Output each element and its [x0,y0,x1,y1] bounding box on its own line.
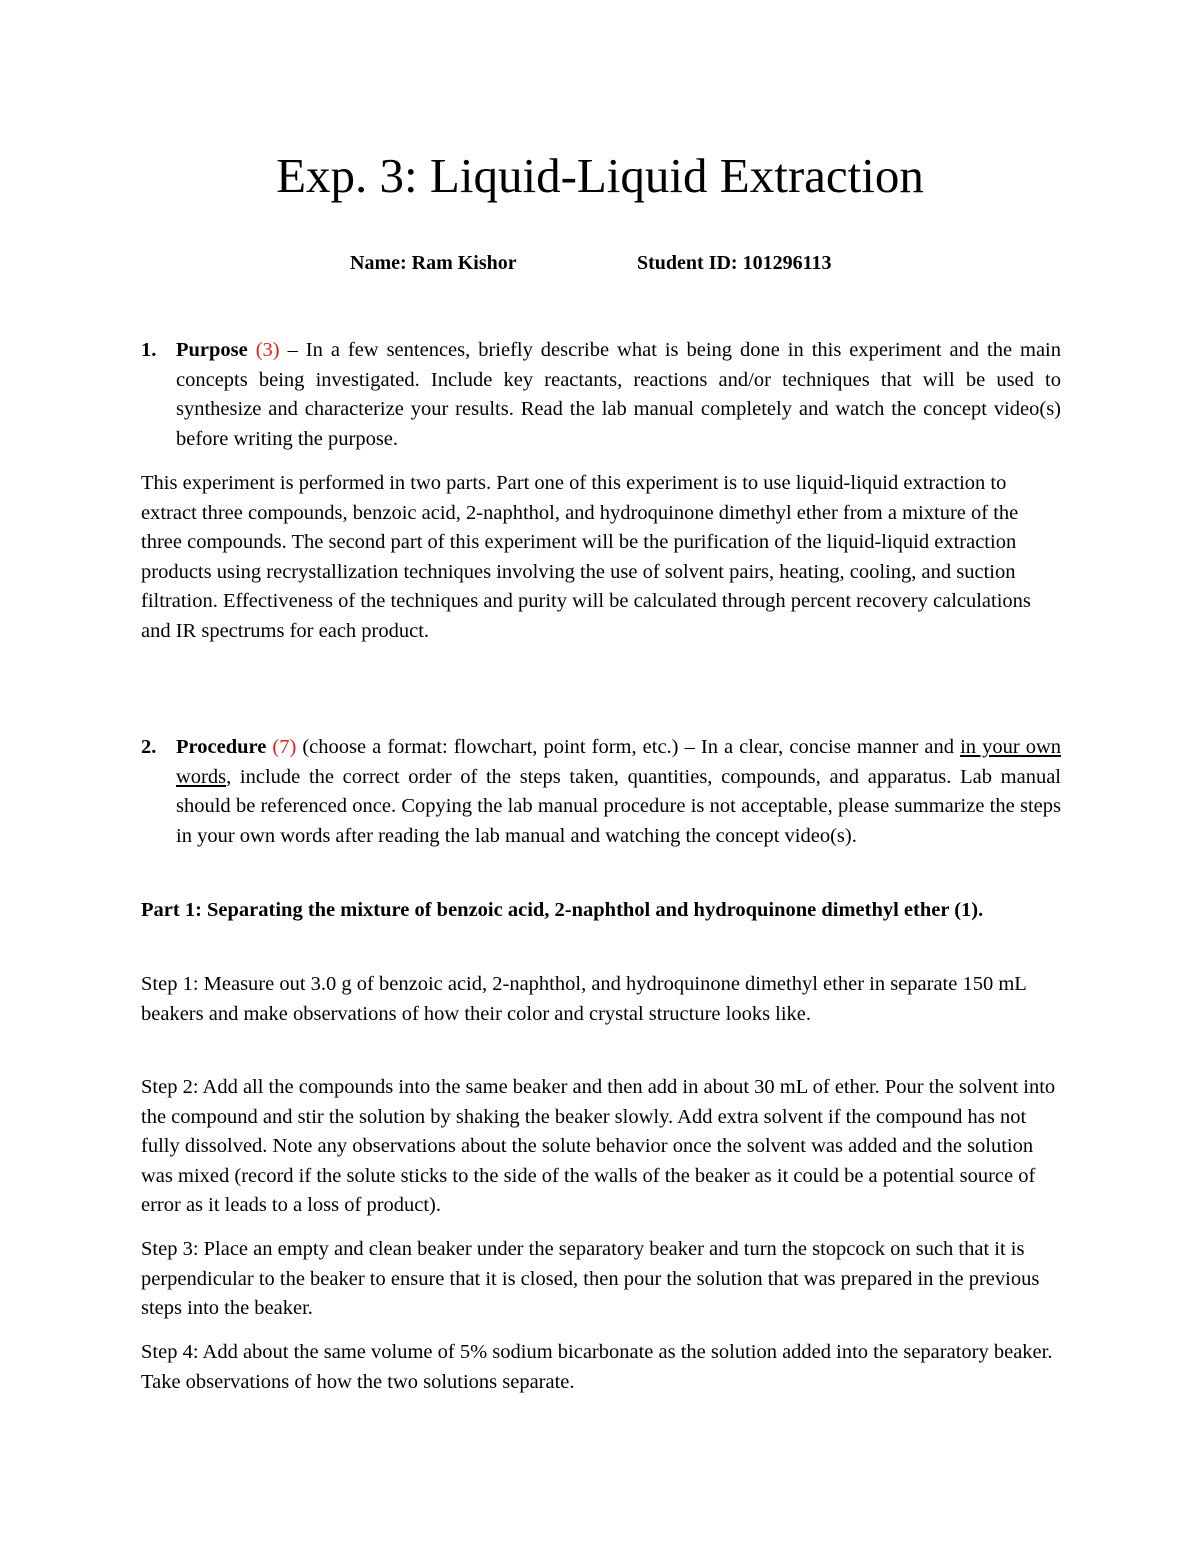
student-id: Student ID: 101296113 [637,252,832,274]
section-procedure-instructions [141,733,1061,851]
section-instructions: – In a few sentences, briefly describe what is being done in this experiment and the main concepts being investigated. Include key reactants, reactions and/or techniques that will be used to synthesize and characterize your results. Read the lab manual completely and watch the concept video(s) before writing the purpose. [176,339,1062,450]
procedure-step: Step 1: Measure out 3.0 g of benzoic acid, 2-naphthol, and hydroquinone dimethyl ether in separate 150 mL beakers and make observations of how their color and crystal structure looks like. [141,973,1027,1025]
underlined-phrase: in your own words [176,736,1062,788]
section-number: 2. [141,736,157,758]
section-instructions-part-b: , include the correct order of the steps taken, quantities, compounds, and apparatus. Lab manual should be referenced once. Copying the lab manual procedure is not acceptable, please summarize the steps in your own words after reading the lab manual and watching the concept video(s). [176,765,1061,847]
procedure-step: Step 2: Add all the compounds into the same beaker and then add in about 30 mL of ether. Pour the solvent into the compound and stir the solution by shaking the beaker slowly. Add extra solvent if the compound has not fully dissolved. Note any observations about the solute behavior once the solvent was added and the solution was mixed (record if the solute sticks to the side of the walls of the beaker as it could be a potential source of error as it leads to a loss of product). [141,1076,1056,1216]
document-title: Exp. 3: Liquid-Liquid Extraction [276,148,924,203]
marks-label: (7) [272,736,297,758]
procedure-step: Step 3: Place an empty and clean beaker under the separatory beaker and turn the stopcock on such that it is perpendicular to the beaker to ensure that it is closed, then pour the solution that was prepared in the previous steps into the beaker. [141,1238,1040,1319]
section-purpose-instructions [141,336,1061,454]
section-number: 1. [141,339,157,361]
purpose-answer: This experiment is performed in two parts. Part one of this experiment is to use liquid-liquid extraction to extract three compounds, benzoic acid, 2-naphthol, and hydroquinone dimethyl ether from a mixture of the three compounds. The second part of this experiment will be the purification of the liquid-liquid extraction products using recrystallization techniques involving the use of solvent pairs, heating, cooling, and suction filtration. Effectiveness of the techniques and purity will be calculated through percent recovery calculations and IR spectrums for each product. [141,472,1031,642]
section-heading: Purpose [176,339,248,361]
student-name: Name: Ram Kishor [350,252,517,274]
section-heading: Procedure [176,736,267,758]
procedure-step: Step 4: Add about the same volume of 5% sodium bicarbonate as the solution added into the separatory beaker. Take observations of how the two solutions separate. [141,1341,1053,1393]
part1-heading: Part 1: Separating the mixture of benzoic acid, 2-naphthol and hydroquinone dimethyl ether (1). [141,899,984,921]
marks-label: (3) [255,339,280,361]
section-instructions-part-a: (choose a format: flowchart, point form, etc.) – In a clear, concise manner and [296,736,961,758]
